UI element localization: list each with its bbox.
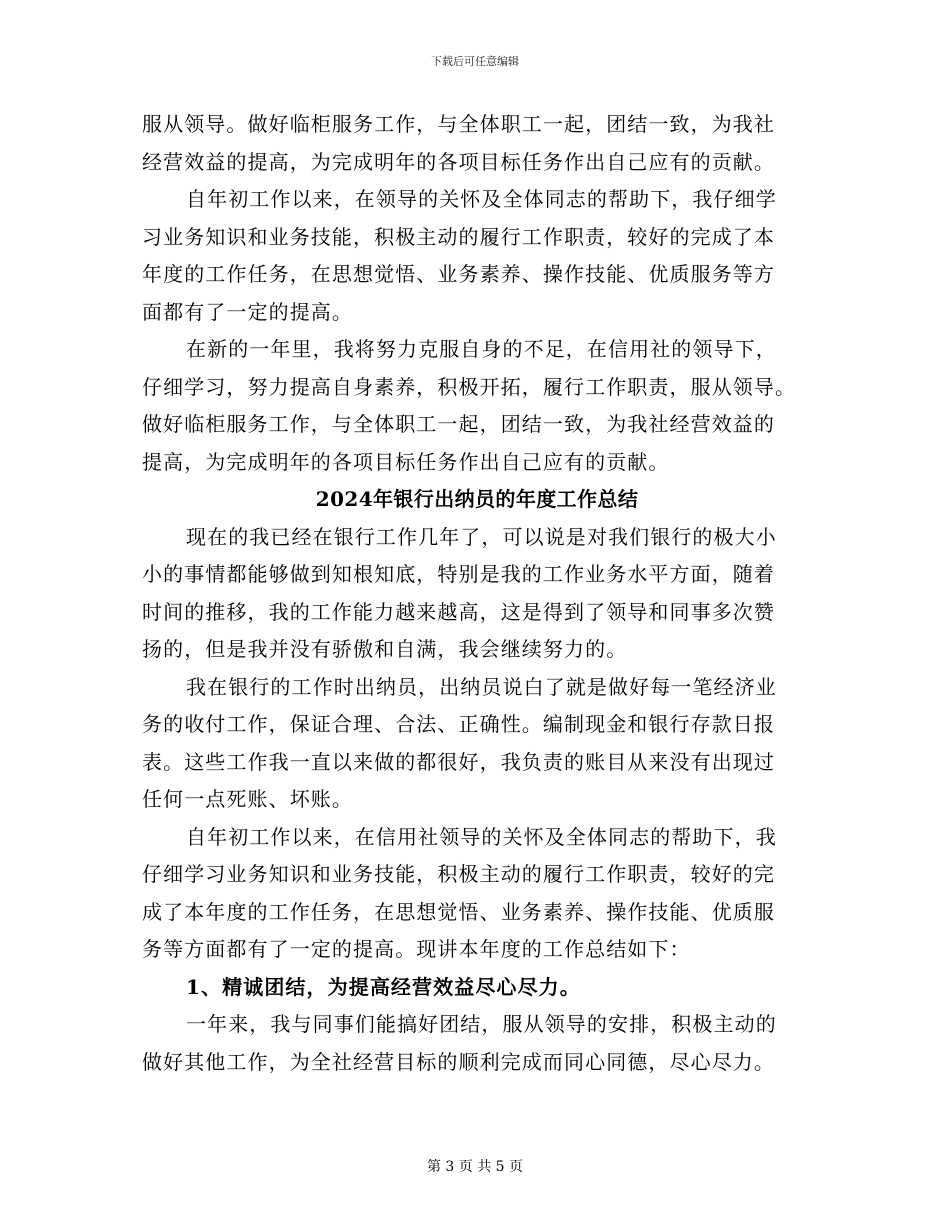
text-line: 经营效益的提高，为完成明年的各项目标任务作出自己应有的贡献。 (142, 149, 775, 174)
text-line: 一年来，我与同事们能搞好团结，服从领导的安排，积极主动的 (186, 1012, 777, 1036)
text-line: 任何一点死账、坏账。 (142, 787, 353, 811)
text-line: 现在的我已经在银行工作几年了，可以说是对我们银行的极大小 (186, 524, 777, 549)
text-line: 时间的推移，我的工作能力越来越高，这是得到了领导和同事多次赞 (142, 599, 775, 624)
document-body (142, 106, 812, 1081)
text-line: 自年初工作以来，在领导的关怀及全体同志的帮助下，我仔细学 (186, 187, 777, 211)
text-line: 服从领导。做好临柜服务工作，与全体职工一起，团结一致，为我社 (142, 112, 775, 136)
text-line: 习业务知识和业务技能，积极主动的履行工作职责，较好的完成了本 (142, 224, 775, 249)
text-line: 我在银行的工作时出纳员，出纳员说白了就是做好每一笔经济业 (186, 674, 777, 699)
page-footer: 第 3 页 共 5 页 (426, 1159, 524, 1175)
text-line: 表。这些工作我一直以来做的都很好，我负责的账目从来没有出现过 (142, 749, 775, 774)
text-line: 成了本年度的工作任务，在思想觉悟、业务素养、操作技能、优质服 (142, 899, 775, 924)
text-line: 做好其他工作，为全社经营目标的顺利完成而同心同德，尽心尽力。 (142, 1049, 775, 1074)
text-line: 面都有了一定的提高。 (142, 299, 353, 324)
text-line: 自年初工作以来，在信用社领导的关怀及全体同志的帮助下，我 (186, 824, 777, 849)
header-note: 下载后可任意编辑 (431, 55, 519, 68)
section-title: 2024年银行出纳员的年度工作总结 (315, 487, 639, 511)
text-line: 仔细学习业务知识和业务技能，积极主动的履行工作职责，较好的完 (142, 862, 775, 886)
text-line: 务的收付工作，保证合理、合法、正确性。编制现金和银行存款日报 (142, 712, 775, 736)
text-line: 年度的工作任务，在思想觉悟、业务素养、操作技能、优质服务等方 (142, 262, 775, 286)
text-line: 在新的一年里，我将努力克服自身的不足，在信用社的领导下， (186, 337, 777, 361)
text-line: 提高，为完成明年的各项目标任务作出自己应有的贡献。 (142, 449, 670, 474)
text-line: 务等方面都有了一定的提高。现讲本年度的工作总结如下： (142, 937, 691, 961)
text-line: 仔细学习，努力提高自身素养，积极开拓，履行工作职责，服从领导。 (142, 374, 797, 399)
text-line: 做好临柜服务工作，与全体职工一起，团结一致，为我社经营效益的 (142, 412, 775, 436)
text-line: 小的事情都能够做到知根知底，特别是我的工作业务水平方面，随着 (142, 562, 775, 586)
text-line: 1、精诚团结，为提高经营效益尽心尽力。 (186, 974, 581, 999)
text-line: 扬的，但是我并没有骄傲和自满，我会继续努力的。 (142, 637, 628, 661)
